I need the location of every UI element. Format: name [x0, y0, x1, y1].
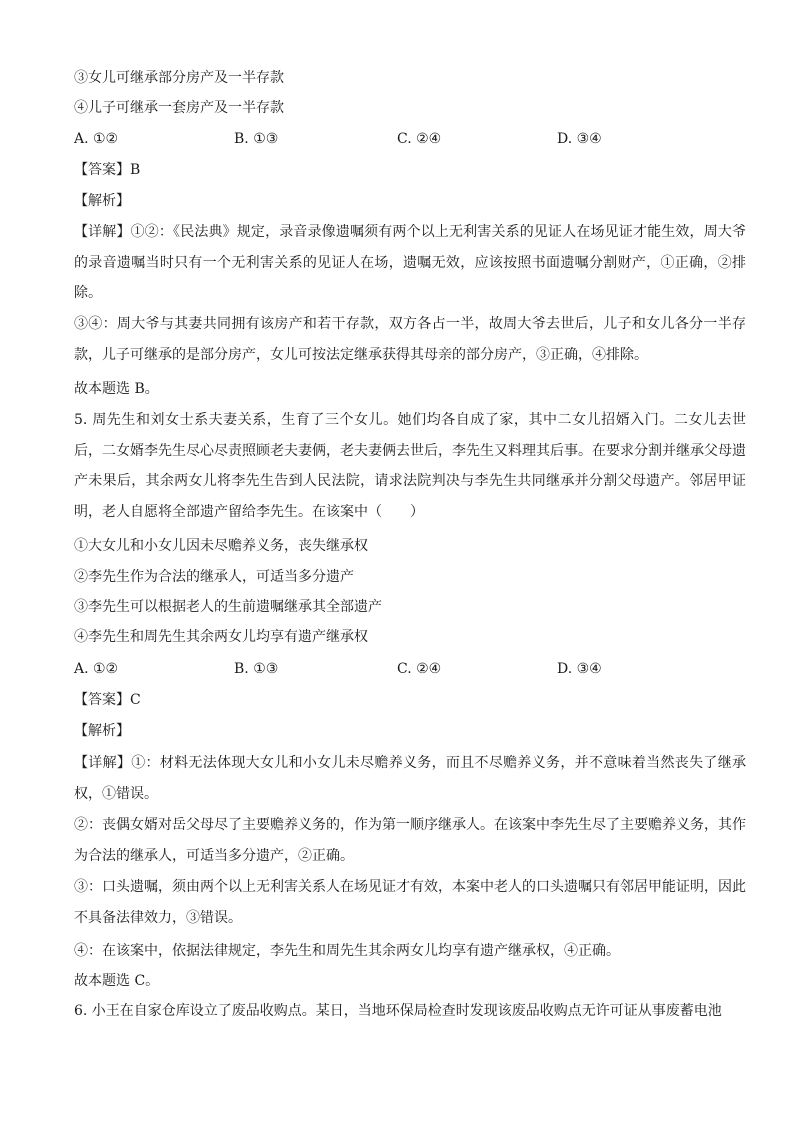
q5-choice-a: A. ①②	[74, 661, 119, 677]
q6-stem: 6. 小王在自家仓库设立了废品收购点。某日，当地环保局检查时发现该废品收购点无许可证从事废蓄电池	[74, 1003, 722, 1019]
q5-answer: 【答案】C	[74, 692, 141, 708]
q5-detail-3: ③：口头遗嘱，须由两个以上无利害关系人在场见证才有效，本案中老人的口头遗嘱只有邻居甲能证明，因此不具备法律效力，③错误。	[74, 879, 746, 926]
q5-detail-1: 【详解】①：材料无法体现大女儿和小女儿未尽赡养义务，而且不尽赡养义务，并不意味着当然丧失了继承权，①错误。	[74, 755, 746, 802]
q4-conclusion: 故本题选 B。	[74, 381, 159, 397]
q4-option-item-4: ④儿子可继承一套房产及一半存款	[74, 100, 284, 116]
q4-detail-1: 【详解】①②：《民法典》规定，录音录像遗嘱须有两个以上无利害关系的见证人在场见证才能生效，周大爷的录音遗嘱当时只有一个无利害关系的见证人在场，遗嘱无效，应该按照书面遗嘱分割财产，①正确，②排除。	[74, 224, 746, 301]
q5-detail-2: ②：丧偶女婿对岳父母尽了主要赡养义务的，作为第一顺序继承人。在该案中李先生尽了主要赡养义务，其作为合法的继承人，可适当多分遗产，②正确。	[74, 817, 746, 864]
q4-choice-a: A. ①②	[74, 131, 119, 147]
q5-option-item-2: ②李先生作为合法的继承人，可适当多分遗产	[74, 569, 354, 585]
q5-option-item-4: ④李先生和周先生其余两女儿均享有遗产继承权	[74, 629, 368, 645]
q5-option-item-3: ③李先生可以根据老人的生前遗嘱继承其全部遗产	[74, 599, 382, 615]
q5-stem: 5. 周先生和刘女士系夫妻关系，生育了三个女儿。她们均各自成了家，其中二女儿招婿入门。二女儿去世后，二女婿李先生尽心尽责照顾老夫妻俩，老夫妻俩去世后，李先生又料理其后事。在要求分割并继承父母遗产未果后，其余两女儿将李先生告到人民法院，请求法院判决与李先生共同继承并分割父母遗产。邻居甲证明，老人自愿将全部遗产留给李先生。在该案中（ ）	[74, 412, 746, 520]
q4-choice-b: B. ①③	[234, 131, 279, 147]
q5-analysis-label: 【解析】	[74, 723, 130, 739]
q4-choice-d: D. ③④	[557, 131, 602, 147]
q4-choice-c: C. ②④	[397, 131, 442, 147]
q5-detail-4: ④：在该案中，依据法律规定，李先生和周先生其余两女儿均享有遗产继承权，④正确。	[74, 943, 620, 959]
q5-conclusion: 故本题选 C。	[74, 973, 160, 989]
q4-option-item-3: ③女儿可继承部分房产及一半存款	[74, 70, 284, 86]
q4-answer: 【答案】B	[74, 162, 141, 178]
q5-choice-b: B. ①③	[234, 661, 279, 677]
q5-choice-c: C. ②④	[397, 661, 442, 677]
q4-analysis-label: 【解析】	[74, 193, 130, 209]
q4-choices	[74, 129, 764, 149]
q5-choice-d: D. ③④	[557, 661, 602, 677]
q5-option-item-1: ①大女儿和小女儿因未尽赡养义务，丧失继承权	[74, 538, 368, 554]
q4-detail-2: ③④：周大爷与其妻共同拥有该房产和若干存款，双方各占一半，故周大爷去世后，儿子和女儿各分一半存款，儿子可继承的是部分房产，女儿可按法定继承获得其母亲的部分房产，③正确，④排除。	[74, 316, 746, 363]
q5-choices	[74, 659, 764, 679]
